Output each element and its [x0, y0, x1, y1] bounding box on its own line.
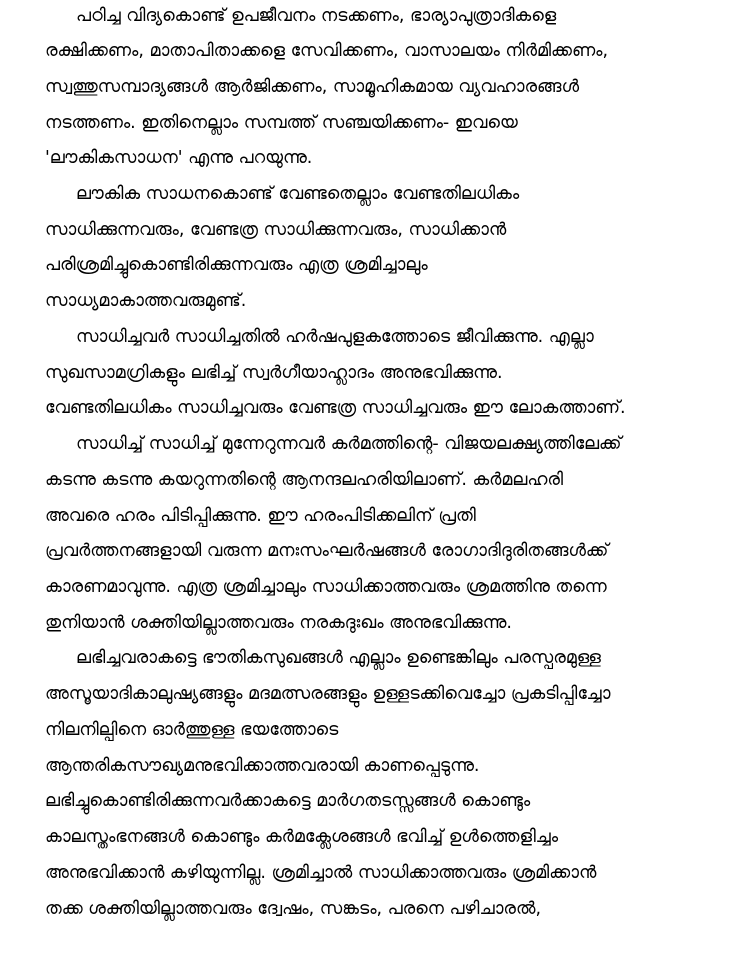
- text-line-16: പ്രവർത്തനങ്ങളായി വരുന്ന മനഃസംഘർഷങ്ങൾ രോഗാദിദുരിതങ്ങൾക്ക്: [45, 541, 609, 561]
- text-line-20: അസൂയാദികാലുഷ്യങ്ങളും മദമത്സരങ്ങളും ഉള്ളടക്കിവെച്ചോ പ്രകടിപ്പിച്ചോ: [45, 684, 611, 704]
- text-line-24: കാലസ്തംഭനങ്ങൾ കൊണ്ടും കർമക്ലേശങ്ങൾ ഭവിച്ച് ഉൾത്തെളിച്ചം: [45, 827, 559, 847]
- text-line-8: പരിശ്രമിച്ചുകൊണ്ടിരിക്കുന്നവരും എത്ര ശ്രമിച്ചാലും: [45, 255, 428, 275]
- text-line-15: അവരെ ഹരം പിടിപ്പിക്കുന്നു. ഈ ഹരംപിടിക്കലിന് പ്രതി: [45, 506, 476, 526]
- text-line-2: രക്ഷിക്കണം, മാതാപിതാക്കളെ സേവിക്കണം, വാസാലയം നിർമിക്കണം,: [45, 41, 609, 61]
- text-line-6: ലൗകിക സാധനകൊണ്ട് വേണ്ടതെല്ലാം വേണ്ടതിലധികം: [76, 184, 520, 204]
- text-line-25: അനുഭവിക്കാൻ കഴിയുന്നില്ല. ശ്രമിച്ചാൽ സാധിക്കാത്തവരും ശ്രമിക്കാൻ: [45, 863, 597, 883]
- text-line-4: നടത്തണം. ഇതിനെല്ലാം സമ്പത്ത് സഞ്ചയിക്കണം- ഇവയെ: [45, 113, 518, 133]
- text-line-21: നിലനില്പിനെ ഓർത്തുള്ള ഭയത്തോടെ: [45, 720, 339, 740]
- text-line-13: സാധിച്ച് സാധിച്ച് മുന്നേറുന്നവർ കർമത്തിന്റെ- വിജയലക്ഷ്യത്തിലേക്ക്: [76, 434, 622, 454]
- text-line-19: ലഭിച്ചവരാകട്ടെ ഭൗതികസുഖങ്ങൾ എല്ലാം ഉണ്ടെങ്കിലും പരസ്പരമുള്ള: [76, 648, 601, 668]
- text-line-18: തുനിയാൻ ശക്തിയില്ലാത്തവരും നരകദുഃഖം അനുഭവിക്കുന്നു.: [45, 613, 512, 633]
- text-line-23: ലഭിച്ചുകൊണ്ടിരിക്കുന്നവർക്കാകട്ടെ മാർഗതടസ്സങ്ങൾ കൊണ്ടും: [45, 791, 531, 811]
- text-line-12: വേണ്ടതിലധികം സാധിച്ചവരും വേണ്ടത്ര സാധിച്ചവരും ഈ ലോകത്താണ്.: [45, 398, 626, 418]
- text-line-1: പഠിച്ച വിദ്യകൊണ്ട് ഉപജീവനം നടക്കണം, ഭാര്യാപുത്രാദികളെ: [76, 6, 557, 26]
- text-line-22: ആന്തരികസൗഖ്യമനുഭവിക്കാത്തവരായി കാണപ്പെടുന്നു.: [45, 756, 480, 776]
- text-line-26: തക്ക ശക്തിയില്ലാത്തവരും ദ്വേഷം, സങ്കടം, പരനെ പഴിചാരൽ,: [45, 899, 542, 919]
- text-line-7: സാധിക്കുന്നവരും, വേണ്ടത്ര സാധിക്കുന്നവരും, സാധിക്കാൻ: [45, 220, 507, 240]
- text-line-14: കടന്നു കടന്നു കയറുന്നതിന്റെ ആനന്ദലഹരിയിലാണ്. കർമലഹരി: [45, 470, 564, 490]
- text-line-10: സാധിച്ചവർ സാധിച്ചതിൽ ഹർഷപുളകത്തോടെ ജീവിക്കുന്നു. എല്ലാ: [76, 327, 594, 347]
- text-line-9: സാധ്യമാകാത്തവരുമുണ്ട്.: [45, 291, 247, 311]
- text-line-17: കാരണമാവുന്നു. എത്ര ശ്രമിച്ചാലും സാധിക്കാത്തവരും ശ്രമത്തിനു തന്നെ: [45, 577, 607, 597]
- text-line-11: സുഖസാമഗ്രികളും ലഭിച്ച് സ്വർഗീയാഹ്ലാദം അനുഭവിക്കുന്നു.: [45, 363, 503, 383]
- text-line-5: 'ലൗകികസാധന' എന്നു പറയുന്നു.: [45, 148, 313, 168]
- text-line-3: സ്വത്തുസമ്പാദ്യങ്ങൾ ആർജിക്കണം, സാമൂഹികമായ വ്യവഹാരങ്ങൾ: [45, 77, 580, 97]
